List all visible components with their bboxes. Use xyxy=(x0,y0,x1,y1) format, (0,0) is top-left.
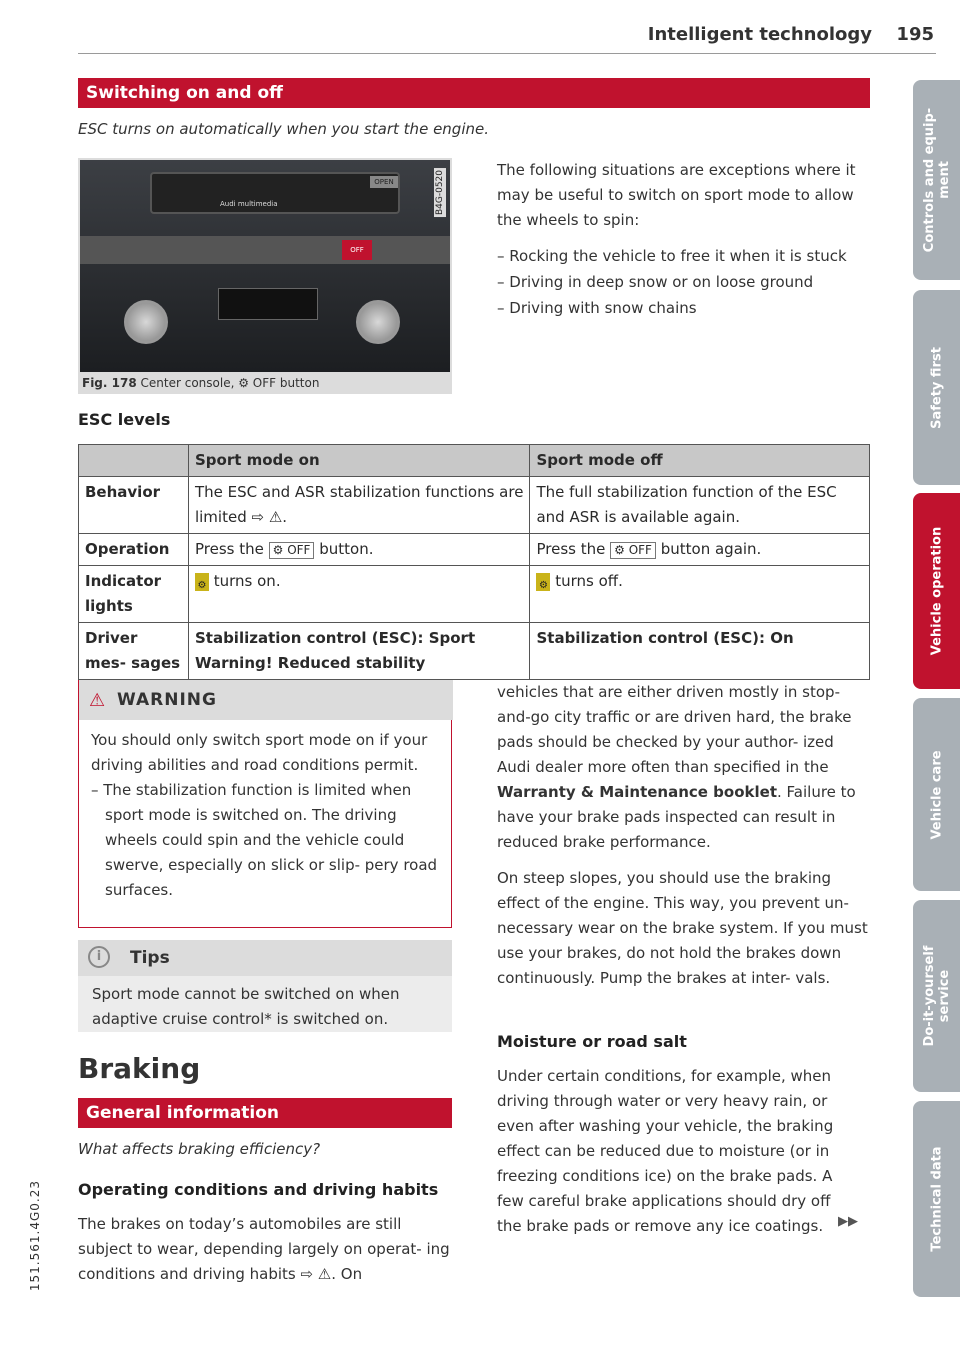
figure-caption-text: Center console, ⚙ OFF button xyxy=(140,376,320,390)
chapter-tabs xyxy=(913,80,960,1300)
table-cell: Press the ⚙ OFF button. xyxy=(188,534,530,566)
general-information-heading: General information xyxy=(78,1098,452,1128)
console-image xyxy=(80,160,450,372)
column-header xyxy=(79,445,189,477)
table-row xyxy=(79,566,870,623)
esc-indicator-icon: ⚙ xyxy=(536,573,550,591)
tab-do-it-yourself-service[interactable]: Do-it-yourself service xyxy=(913,900,960,1092)
climate-display xyxy=(218,288,318,320)
left-temperature-knob xyxy=(124,300,168,344)
esc-indicator-icon: ⚙ xyxy=(195,573,209,591)
table-cell: Press the ⚙ OFF button again. xyxy=(530,534,870,566)
warning-bullet: – The stabilization function is limited when sport mode is switched on. The driving wheels could spin and the vehicle could swerve, especially on slick or slip- pery road surfaces. xyxy=(91,781,438,899)
column-header: Sport mode off xyxy=(530,445,870,477)
page-header xyxy=(78,24,936,54)
tab-controls-and-equipment[interactable]: Controls and equip- ment xyxy=(913,80,960,280)
center-console-figure xyxy=(78,158,452,394)
table-cell: ⚙ turns on. xyxy=(188,566,530,623)
tab-safety-first[interactable]: Safety first xyxy=(913,290,960,485)
steep-slopes-paragraph: On steep slopes, you should use the braking effect of the engine. This way, you prevent un- necessary wear on the brake system. If you must use your brakes, do not hold the brakes down continuously. Pump the brakes at inter- vals. xyxy=(497,869,868,987)
table-row xyxy=(79,534,870,566)
braking-question: What affects braking efficiency? xyxy=(78,1140,321,1158)
tips-label: Tips xyxy=(130,948,170,968)
warning-header xyxy=(79,680,453,720)
table-cell: The full stabilization function of the ESC and ASR is available again. xyxy=(530,477,870,534)
row-header: Behavior xyxy=(79,477,189,534)
table-header-row xyxy=(79,445,870,477)
row-header: Operation xyxy=(79,534,189,566)
warning-box xyxy=(78,680,452,928)
section-switching-heading: Switching on and off xyxy=(78,78,870,108)
braking-title: Braking xyxy=(78,1052,201,1085)
warranty-booklet-ref: Warranty & Maintenance booklet xyxy=(497,783,777,801)
table-row xyxy=(79,623,870,680)
esc-off-key: ⚙ OFF xyxy=(269,542,315,559)
table-cell: Stabilization control (ESC): Sport Warning! Reduced stability xyxy=(188,623,530,680)
tab-vehicle-operation[interactable]: Vehicle operation xyxy=(913,493,960,689)
mmi-label: Audi multimedia xyxy=(220,200,278,208)
info-icon: i xyxy=(88,946,110,968)
exceptions-intro: The following situations are exceptions where it may be useful to switch on sport mode to allow the wheels to spin: xyxy=(497,161,856,229)
moisture-paragraph: Under certain conditions, for example, when driving through water or very heavy rain, or even after washing your vehicle, the braking effect can be reduced due to moisture (or in freezing conditions ice) on the brake pads. A few careful brake applications should dry off the brake pads or remove any ice coatings. xyxy=(497,1067,834,1235)
document-code: 151.561.4G0.23 xyxy=(28,1180,42,1292)
operating-conditions-heading: Operating conditions and driving habits xyxy=(78,1180,439,1199)
moisture-heading: Moisture or road salt xyxy=(497,1032,687,1051)
table-cell: Stabilization control (ESC): On xyxy=(530,623,870,680)
esc-levels-heading: ESC levels xyxy=(78,410,171,429)
button-strip xyxy=(80,236,450,264)
table-row xyxy=(79,477,870,534)
tips-header xyxy=(78,940,452,976)
esc-levels-table xyxy=(78,444,870,680)
figure-caption xyxy=(82,376,319,390)
tips-box xyxy=(78,940,452,1032)
esc-off-button: OFF xyxy=(342,240,372,260)
esc-off-key: ⚙ OFF xyxy=(610,542,656,559)
figure-code: B4G-0520 xyxy=(435,170,445,216)
exceptions-item: – Driving with snow chains xyxy=(497,299,697,317)
continue-arrow-icon: ▶▶ xyxy=(838,1214,858,1229)
tips-text: Sport mode cannot be switched on when adaptive cruise control* is switched on. xyxy=(92,985,400,1028)
switching-intro: ESC turns on automatically when you start the engine. xyxy=(78,120,489,138)
figure-number: Fig. 178 xyxy=(82,376,137,390)
warning-label: WARNING xyxy=(117,690,217,710)
tab-vehicle-care[interactable]: Vehicle care xyxy=(913,698,960,891)
warning-body xyxy=(91,728,441,903)
warning-intro: You should only switch sport mode on if your driving abilities and road conditions permit. xyxy=(91,731,428,774)
right-temperature-knob xyxy=(356,300,400,344)
warning-icon: ⚠ xyxy=(89,690,106,711)
chapter-title: Intelligent technology xyxy=(647,24,872,45)
row-header: Driver mes- sages xyxy=(79,623,189,680)
page-number: 195 xyxy=(896,24,934,45)
table-cell: ⚙ turns off. xyxy=(530,566,870,623)
braking-paragraph: The brakes on today’s automobiles are still subject to wear, depending largely on operat- ing conditions and driving habits ⇨ ⚠. On xyxy=(78,1215,450,1283)
column-header: Sport mode on xyxy=(188,445,530,477)
exceptions-item: – Rocking the vehicle to free it when it is stuck xyxy=(497,247,847,265)
table-cell: The ESC and ASR stabilization functions are limited ⇨ ⚠. xyxy=(188,477,530,534)
open-button-label: OPEN xyxy=(370,176,398,188)
row-header: Indicator lights xyxy=(79,566,189,623)
tab-technical-data[interactable]: Technical data xyxy=(913,1101,960,1297)
exceptions-item: – Driving in deep snow or on loose ground xyxy=(497,273,814,291)
braking-paragraph-continued: vehicles that are either driven mostly in stop- and-go city traffic or are driven hard, the brake pads should be checked by your author- ized Audi dealer more often than specified in the Warranty & Maintenance booklet. Failure to have your brake pads inspected can result in reduced brake performance. xyxy=(497,683,856,851)
